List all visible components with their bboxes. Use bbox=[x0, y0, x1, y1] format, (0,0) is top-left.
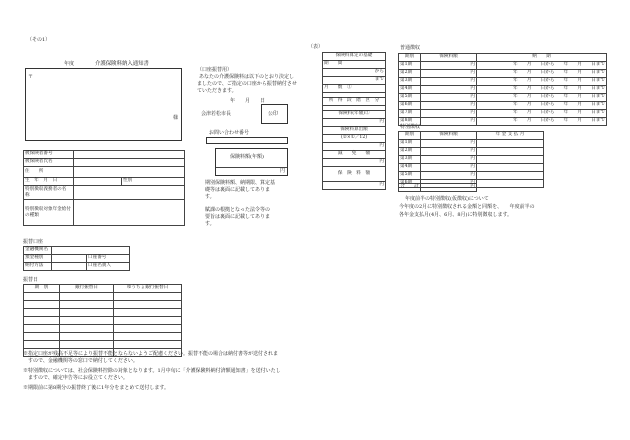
normal-deadline-2: 年 月 日から 年 月 日まで bbox=[477, 70, 607, 78]
account-holder-label: 口座名義人 bbox=[87, 263, 130, 271]
normal-period-8: 第8期 bbox=[399, 118, 421, 126]
issue-date: 年 月 日 bbox=[230, 98, 266, 104]
sex-label: 性別 bbox=[122, 178, 185, 186]
special-period-4: 第4期 bbox=[399, 164, 421, 172]
calc-base-table bbox=[322, 52, 386, 190]
calc-annual-premium-label: 保険料(年額)② bbox=[323, 111, 386, 119]
special-amount-5: 円 bbox=[421, 172, 477, 180]
mid-note-1: 期別保険料額、納期限、算定基 bbox=[205, 180, 276, 186]
normal-amount-4: 円 bbox=[421, 86, 477, 94]
mid-note-2: 礎等は裏面に記載してありま bbox=[205, 187, 271, 193]
front-side-label: （表） bbox=[308, 44, 324, 50]
fiscal-year-label: 年度 bbox=[64, 61, 75, 67]
bank-account-title: 振替口座 bbox=[23, 239, 44, 245]
normal-deadline-5: 年 月 日から 年 月 日まで bbox=[477, 94, 607, 102]
normal-amount-header: 保険料額 bbox=[421, 54, 477, 62]
normal-collection-table bbox=[398, 53, 607, 126]
normal-period-4: 第4期 bbox=[399, 86, 421, 94]
normal-period-3: 第3期 bbox=[399, 78, 421, 86]
normal-amount-8: 円 bbox=[421, 118, 477, 126]
normal-period-2: 第2期 bbox=[399, 70, 421, 78]
bank-account-table bbox=[23, 246, 130, 271]
special-total-label: 合 計 bbox=[399, 184, 421, 192]
calc-computed-formula: (②×①／12) bbox=[323, 135, 386, 143]
special-period-6: 第6期 bbox=[399, 180, 421, 188]
calc-computed-label: 保険料算出額 bbox=[323, 127, 386, 135]
normal-deadline-header: 納 期 bbox=[477, 54, 607, 62]
issuer-name: 会津若松市長 bbox=[201, 111, 232, 117]
normal-amount-3: 円 bbox=[421, 78, 477, 86]
account-number-label: 口座番号 bbox=[87, 255, 130, 263]
inquiry-number-field bbox=[206, 137, 288, 144]
deposit-type-label: 預金種別 bbox=[24, 255, 52, 263]
mid-note-6: 要旨は裏面に記載してありま bbox=[205, 214, 271, 220]
schedule-yucho-header: ゆうちょ銀行振替日 bbox=[114, 285, 182, 293]
calc-period-label: 期 間 bbox=[323, 61, 386, 69]
footnote-2: ※特別徴収については、社会保険料控除の対象となります。1月中旬に「介護保険料納付済額通知書」を送付いたし bbox=[23, 368, 281, 374]
normal-amount-2: 円 bbox=[421, 70, 477, 78]
normal-deadline-8: 年 月 日から 年 月 日まで bbox=[477, 118, 607, 126]
calc-income-level-label: 所 得 段 階 区 分 bbox=[323, 98, 386, 106]
birth-date-label: 生 年 月 日 bbox=[24, 178, 74, 186]
transfer-date-title: 振替日 bbox=[23, 277, 39, 283]
normal-period-7: 第7期 bbox=[399, 110, 421, 118]
next-year-note-2: 今年度の2月に特別徴収される金額と同額を、 年度前半の bbox=[399, 204, 535, 210]
postal-mark: 〒 bbox=[28, 74, 34, 80]
calc-period-to: まで bbox=[323, 77, 386, 85]
special-amount-1: 円 bbox=[421, 140, 477, 148]
greeting-line-2: あなたの介護保険料は以下のとおり決定し bbox=[199, 74, 295, 80]
notice-title: 介護保険料納入通知書 bbox=[95, 61, 149, 67]
next-year-note-1: 年度前半の特別徴収(仮徴収)について bbox=[405, 196, 489, 202]
greeting-line-1: （口座振替用） bbox=[197, 67, 233, 73]
annual-premium-box bbox=[215, 148, 288, 176]
pension-type-label: 特別徴収対象年金給付の種類 bbox=[24, 200, 74, 226]
greeting-line-3: ましたので、ご指定の口座から振替納付させ bbox=[197, 81, 297, 87]
special-collector-label: 特別徴収義務者の名 称 bbox=[25, 187, 76, 198]
mid-note-5: 賦課の根拠となった法令等の bbox=[205, 207, 271, 213]
annual-premium-unit: 円 bbox=[279, 168, 285, 174]
special-amount-4: 円 bbox=[421, 164, 477, 172]
special-period-2: 第2期 bbox=[399, 148, 421, 156]
normal-period-6: 第6期 bbox=[399, 102, 421, 110]
normal-deadline-3: 年 月 日から 年 月 日まで bbox=[477, 78, 607, 86]
normal-period-1: 第1期 bbox=[399, 62, 421, 70]
footnote-1b: すので、金融機関等の窓口で納付してください。 bbox=[23, 358, 138, 364]
special-amount-3: 円 bbox=[421, 156, 477, 164]
normal-amount-1: 円 bbox=[421, 62, 477, 70]
normal-collection-title: 普通徴収 bbox=[400, 45, 421, 51]
calc-computed-unit: 円 bbox=[323, 143, 386, 151]
annual-premium-label: 保険料額(年額) bbox=[230, 154, 264, 160]
mid-note-3: す。 bbox=[205, 194, 215, 200]
special-collection-table bbox=[398, 131, 544, 188]
calc-annual-premium-unit: 円 bbox=[323, 119, 386, 127]
official-seal-label: 公印 bbox=[268, 111, 279, 117]
normal-period-header: 期別 bbox=[399, 54, 421, 62]
honorific-sama: 様 bbox=[172, 115, 178, 121]
insured-address-label: 住 所 bbox=[24, 167, 74, 178]
address-window bbox=[25, 68, 182, 141]
calc-period-from: から bbox=[323, 69, 386, 77]
normal-deadline-7: 年 月 日から 年 月 日まで bbox=[477, 110, 607, 118]
inquiry-number-label: お問い合わせ番号 bbox=[209, 130, 250, 136]
special-amount-header: 保険料額 bbox=[421, 132, 477, 140]
normal-deadline-1: 年 月 日から 年 月 日まで bbox=[477, 62, 607, 70]
special-total-amount: 円 bbox=[421, 184, 477, 192]
special-amount-2: 円 bbox=[421, 148, 477, 156]
special-period-header: 期別 bbox=[399, 132, 421, 140]
footnote-2b: ますので、確定申告等にお役立てください。 bbox=[23, 375, 128, 381]
next-year-note-3: 各年金支払月(4月、6月、8月)に特別徴収します。 bbox=[399, 212, 513, 218]
normal-amount-5: 円 bbox=[421, 94, 477, 102]
page-number-label: （その1） bbox=[27, 37, 51, 43]
special-total-table bbox=[398, 183, 477, 192]
insured-number-label: 被保険者番号 bbox=[24, 151, 74, 159]
transfer-schedule-table bbox=[23, 284, 182, 357]
normal-deadline-6: 年 月 日から 年 月 日まで bbox=[477, 102, 607, 110]
footnote-3: ※期限前に第8期分の振替終了後に1年分をまとめて送付します。 bbox=[23, 385, 169, 391]
special-amount-6: 円 bbox=[421, 180, 477, 188]
normal-amount-7: 円 bbox=[421, 110, 477, 118]
schedule-bank-header: 銀行振替日 bbox=[60, 285, 114, 293]
normal-period-5: 第5期 bbox=[399, 94, 421, 102]
special-month-header: 年 金 支 払 月 bbox=[477, 132, 544, 140]
calc-reduction-label: 減 免 額 bbox=[323, 151, 386, 159]
special-period-5: 第5期 bbox=[399, 172, 421, 180]
bank-name-label: 金融機関名 bbox=[24, 247, 52, 255]
calc-premium-label: 保 険 料 額 bbox=[323, 167, 386, 182]
mid-note-7: す。 bbox=[205, 221, 215, 227]
special-collection-title: 特別徴収 bbox=[400, 124, 421, 130]
calc-base-title: 保険料算定の基礎 bbox=[323, 53, 386, 61]
calc-reduction-unit: 円 bbox=[323, 159, 386, 167]
official-seal-box bbox=[261, 104, 288, 124]
normal-deadline-4: 年 月 日から 年 月 日まで bbox=[477, 86, 607, 94]
insured-info-table bbox=[23, 150, 185, 226]
footnote-1: ※指定口座が残高不足等により振替不能とならないようご配慮ください。振替不能の場合は納付書等が送付されま bbox=[23, 351, 279, 357]
greeting-line-4: ていただきます。 bbox=[197, 88, 237, 94]
insured-name-label: 被保険者氏名 bbox=[24, 159, 74, 167]
calc-premium-unit: 円 bbox=[323, 182, 386, 190]
calc-months-label: 月 数 ① bbox=[323, 85, 386, 93]
payment-method-label: 納付方法 bbox=[24, 263, 52, 271]
special-period-1: 第1期 bbox=[399, 140, 421, 148]
normal-amount-6: 円 bbox=[421, 102, 477, 110]
special-period-3: 第3期 bbox=[399, 156, 421, 164]
schedule-period-header: 期 別 bbox=[24, 285, 60, 293]
